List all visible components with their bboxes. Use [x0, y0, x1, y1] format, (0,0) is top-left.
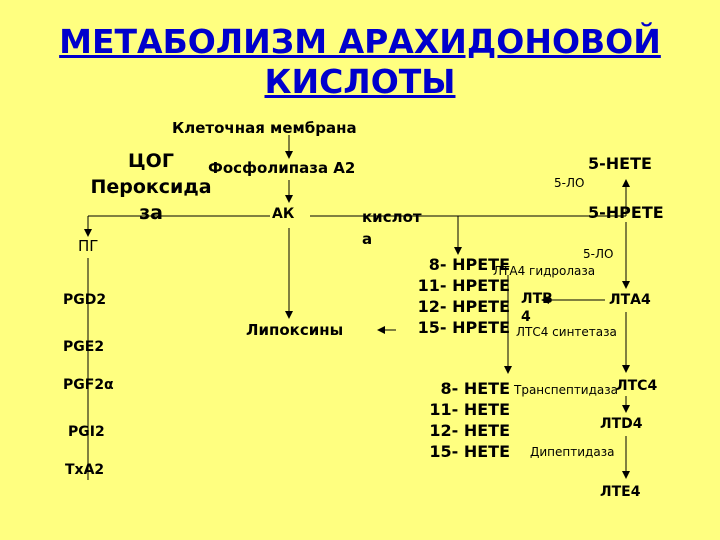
- hpete-15: 15- НРЕТЕ: [417, 318, 510, 337]
- lipoxins-label: Липоксины: [246, 321, 344, 339]
- cox-line-1: ЦОГ: [128, 150, 174, 172]
- arachidonic-acid-abbrev: АК: [272, 206, 295, 222]
- pge2-label: PGE2: [63, 339, 105, 355]
- ltc4-synthetase-label: ЛТС4 синтетаза: [516, 325, 617, 339]
- lta4-hydrolase-label: ЛТА4 гидролаза: [493, 264, 596, 278]
- pgf2a-label: PGF2α: [63, 377, 114, 393]
- hete-15: 15- НЕТЕ: [429, 442, 510, 461]
- ltd4-label: ЛТD4: [600, 416, 643, 432]
- ltb4-label: [521, 290, 553, 326]
- hpete-12: 12- НРЕТЕ: [417, 297, 510, 316]
- hpete-8: 8- НРЕТЕ: [428, 255, 510, 274]
- 5-hete-label: 5-НЕТЕ: [588, 154, 652, 173]
- 5-lo-label-top: 5-ЛО: [554, 176, 585, 190]
- cox-peroxidase-label: [66, 148, 236, 226]
- cox-line-2: Пероксида: [90, 176, 212, 198]
- phospholipase-a2-label: Фосфолипаза А2: [208, 159, 356, 177]
- acid-line-1: кислот: [362, 208, 422, 226]
- title-line-1: МЕТАБОЛИЗМ АРАХИДОНОВОЙ: [59, 22, 661, 61]
- hete-12: 12- НЕТЕ: [429, 421, 510, 440]
- cox-line-3: за: [139, 202, 163, 224]
- transpeptidase-label: Транспептидаза: [514, 383, 618, 397]
- 5-lo-label-mid: 5-ЛО: [583, 247, 614, 261]
- txa2-label: TxA2: [65, 462, 105, 478]
- acid-label: [362, 206, 422, 250]
- 5-hpete-label: 5-НРЕТЕ: [588, 203, 664, 222]
- hete-11: 11- НЕТЕ: [429, 400, 510, 419]
- hpete-11: 11- НРЕТЕ: [417, 276, 510, 295]
- title-line-2: КИСЛОТЫ: [264, 62, 456, 101]
- ltb4-line-2: 4: [521, 309, 531, 325]
- prostaglandins-label: ПГ: [78, 237, 99, 255]
- cell-membrane-label: Клеточная мембрана: [172, 119, 357, 137]
- hete-8: 8- НЕТЕ: [440, 379, 510, 398]
- ltc4-label: ЛТС4: [616, 378, 658, 394]
- hete-list: [396, 378, 510, 462]
- ltb4-line-1: ЛТВ: [521, 291, 553, 307]
- pgd2-label: PGD2: [63, 292, 107, 308]
- acid-line-2: а: [362, 230, 373, 248]
- lta4-label: ЛТА4: [609, 292, 651, 308]
- dipeptidase-label: Дипептидаза: [530, 445, 615, 459]
- lte4-label: ЛТЕ4: [600, 484, 641, 500]
- pgi2-label: PGI2: [68, 424, 105, 440]
